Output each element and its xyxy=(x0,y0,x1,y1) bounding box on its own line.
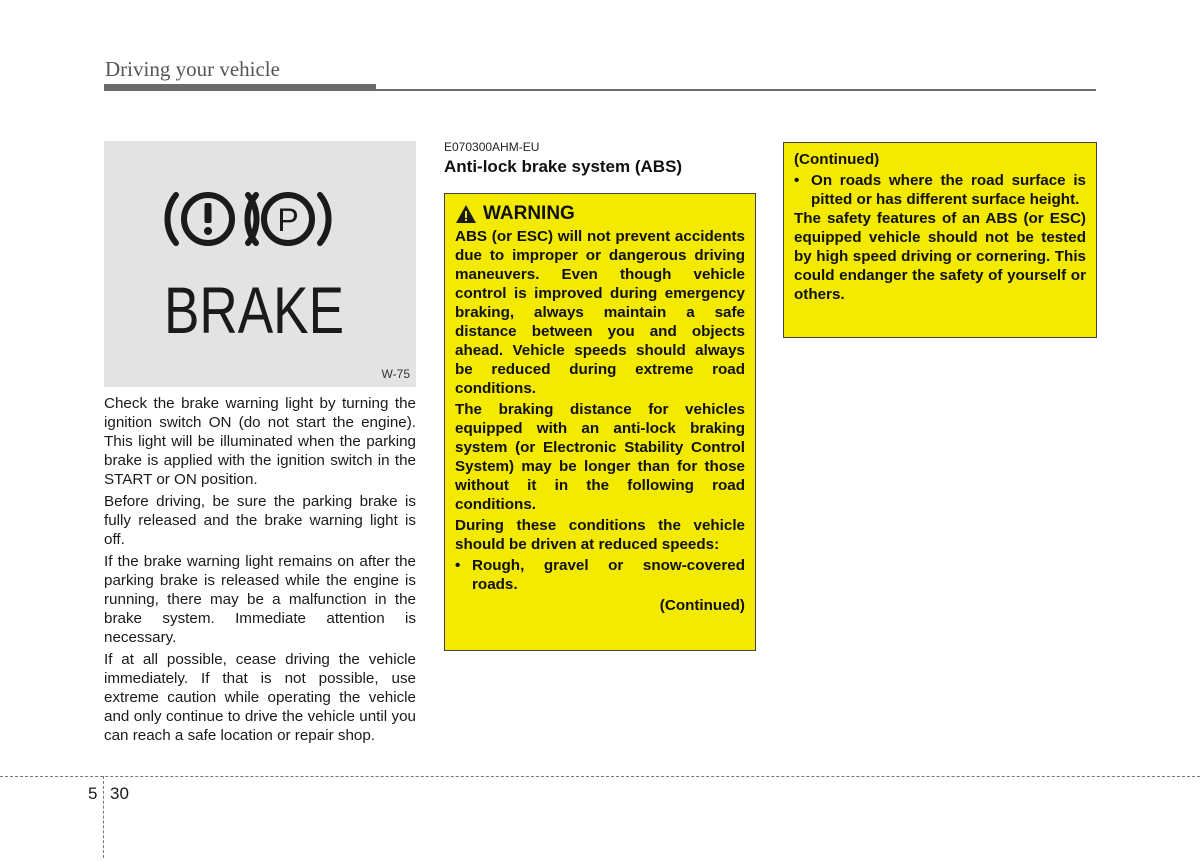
page-number: 30 xyxy=(110,784,129,803)
warning-box xyxy=(444,193,756,651)
paragraph: If the brake warning light remains on after the parking brake is released while the engine is running, there may be a malfunction in the brake system. Immediate attention is necessary. xyxy=(104,553,416,646)
warning-paragraph: ABS (or ESC) will not prevent accidents due to improper or dangerous driving maneuvers. Even though vehicle control is improved during emergency braking, always maintain a safe distance between you and objects ahead. Vehicle speeds should always be reduced during extreme road conditions. xyxy=(455,228,745,397)
bullet-text: On roads where the road surface is pitted or has different surface height. xyxy=(811,172,1086,208)
brake-warning-icon xyxy=(164,183,364,347)
warning-paragraph: The braking distance for vehicles equipped with an anti-lock braking system (or Electronic Stability Control System) may be longer than for those without it in the following road conditions. xyxy=(455,401,745,513)
bullet-text: Rough, gravel or snow-covered roads. xyxy=(472,557,745,593)
brake-warning-light-figure xyxy=(104,141,416,387)
warning-continued-box xyxy=(783,142,1097,338)
paragraph: Before driving, be sure the parking brake is fully released and the brake warning light is off. xyxy=(104,493,416,548)
page-header-title: Driving your vehicle xyxy=(105,57,280,81)
paragraph: If at all possible, cease driving the vehicle immediately. If that is not possible, use extreme caution while operating the vehicle and only continue to drive the vehicle until you can reach a safe location or repair shop. xyxy=(104,651,416,744)
warning-paragraph: The safety features of an ABS (or ESC) equipped vehicle should not be tested by high speed driving or cornering. This could endanger the safety of yourself or others. xyxy=(794,210,1086,303)
warning-triangle-icon xyxy=(455,204,477,224)
bullet-dot: • xyxy=(794,172,800,189)
continued-label: (Continued) xyxy=(659,597,745,614)
warning-heading-text: WARNING xyxy=(483,203,575,224)
continued-heading: (Continued) xyxy=(794,151,880,168)
warning-bullet xyxy=(455,556,745,594)
warning-bullet xyxy=(794,171,1086,209)
footer-divider xyxy=(0,776,1200,777)
header-rule-thin xyxy=(104,89,1096,91)
footer-vertical-divider xyxy=(103,776,104,858)
figure-code: W-75 xyxy=(381,367,410,381)
section-title: Anti-lock brake system (ABS) xyxy=(444,157,683,176)
bullet-dot: • xyxy=(455,557,461,574)
left-column-text xyxy=(104,394,416,748)
warning-heading xyxy=(455,202,745,226)
paragraph: Check the brake warning light by turning the ignition switch ON (do not start the engine). This light will be illuminated when the parking brake is applied with the ignition switch in the START or ON position. xyxy=(104,395,416,488)
svg-text:P: P xyxy=(277,202,299,238)
document-code: E070300AHM-EU xyxy=(444,140,540,154)
figure-brake-label: BRAKE xyxy=(164,273,344,347)
chapter-number: 5 xyxy=(88,784,98,803)
warning-paragraph: During these conditions the vehicle should be driven at reduced speeds: xyxy=(455,517,745,553)
